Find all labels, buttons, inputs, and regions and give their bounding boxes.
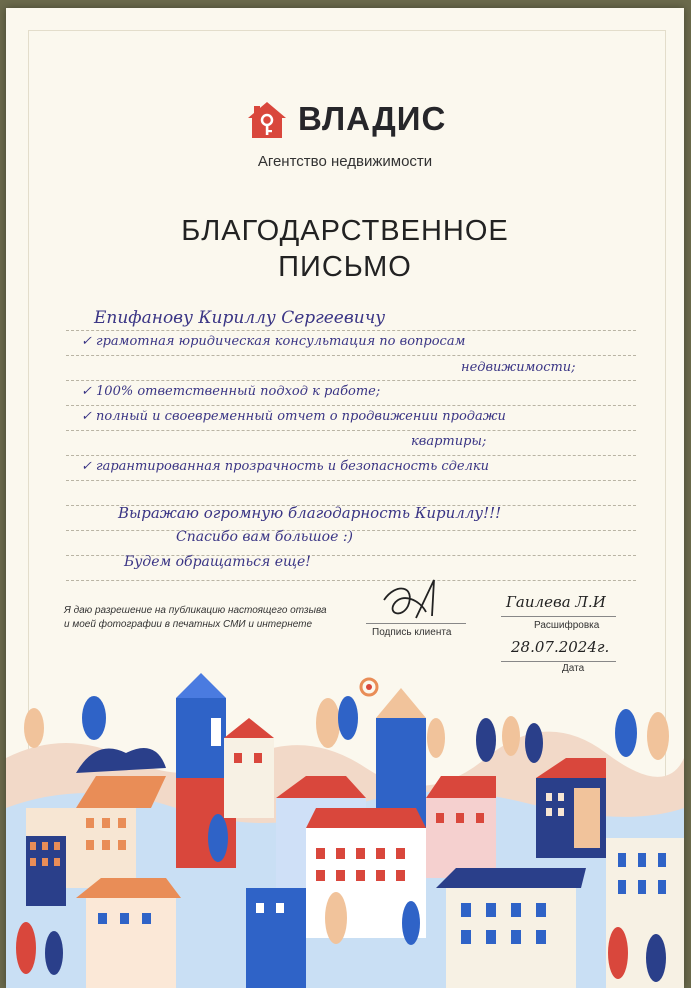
city-illustration	[6, 658, 684, 988]
closing-line: Выражаю огромную благодарность Кириллу!!!	[118, 504, 502, 522]
decoding-label: Расшифровка	[534, 620, 600, 631]
signature-line	[366, 623, 466, 624]
date-label: Дата	[562, 663, 585, 674]
decoding-value: Гаилева Л.И	[506, 593, 606, 611]
item-line: квартиры;	[411, 434, 487, 449]
item-line: ✓ грамотная юридическая консультация по вопросам	[81, 334, 466, 349]
client-signature	[376, 570, 446, 625]
brand-logo	[246, 98, 466, 142]
letter-sheet	[6, 8, 684, 988]
brand-name: ВЛАДИС	[298, 100, 447, 137]
decoding-line	[501, 616, 616, 617]
ruled-line	[66, 355, 636, 356]
recipient-name: Епифанову Кириллу Сергеевичу	[94, 308, 386, 328]
ruled-line	[66, 380, 636, 381]
title-line-2: ПИСЬМО	[278, 251, 412, 283]
ruled-line	[66, 480, 636, 481]
consent-line: и моей фотографии в печатных СМИ и интернете	[64, 619, 313, 630]
signature-label: Подпись клиента	[372, 627, 452, 638]
item-line: ✓ гарантированная прозрачность и безопасность сделки	[81, 459, 490, 474]
item-line: ✓ 100% ответственный подход к работе;	[81, 384, 381, 399]
closing-line: Спасибо вам большое :)	[176, 529, 354, 545]
consent-text	[64, 604, 327, 632]
item-line: ✓ полный и своевременный отчет о продвижении продажи	[81, 409, 506, 424]
title-line-1: БЛАГОДАРСТВЕННОЕ	[181, 215, 509, 247]
closing-line: Будем обращаться еще!	[124, 554, 311, 570]
ruled-line	[66, 330, 636, 331]
item-line: недвижимости;	[461, 360, 576, 375]
date-value: 28.07.2024г.	[511, 638, 610, 656]
ruled-line	[66, 430, 636, 431]
page-title	[6, 213, 684, 285]
ruled-line	[66, 455, 636, 456]
ruled-line	[66, 580, 636, 581]
brand-tagline: Агентство недвижимости	[257, 153, 433, 170]
ruled-line	[66, 405, 636, 406]
consent-line: Я даю разрешение на публикацию настоящего отзыва	[64, 605, 327, 616]
house-key-icon	[246, 100, 288, 140]
